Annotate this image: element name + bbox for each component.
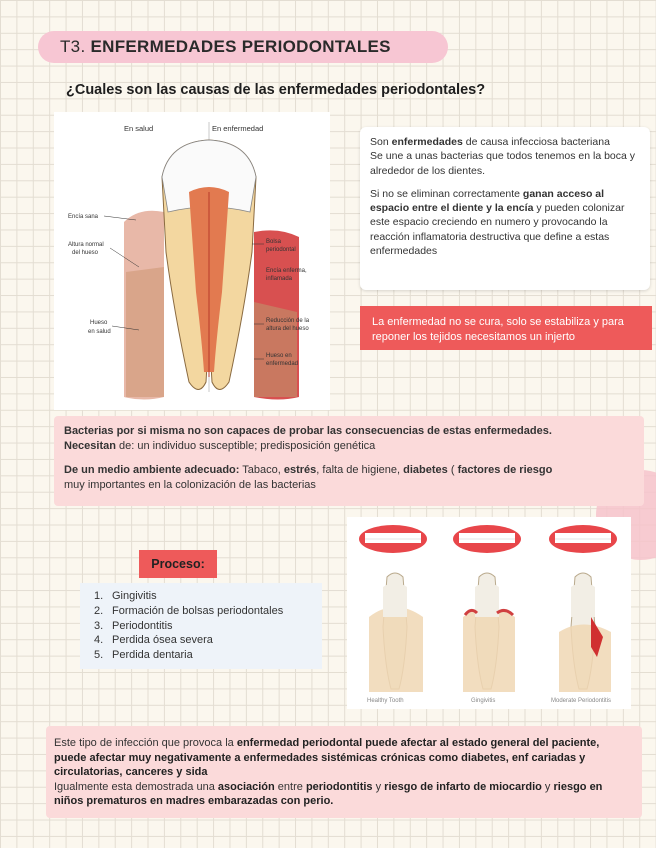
- label-pocket-1: Bolsa: [266, 239, 282, 245]
- label-diseased-gum-2: inflamada: [266, 276, 293, 282]
- label-healthy-bone-1: Hueso: [90, 320, 108, 326]
- causes-block: [54, 416, 644, 506]
- label-diseased-gum-1: Encía enferma,: [266, 268, 307, 274]
- label-healthy-bone-2: en salud: [88, 329, 111, 335]
- list-item: 2. Formación de bolsas periodontales: [94, 604, 284, 617]
- label-normal-height-1: Altura normal: [68, 242, 104, 248]
- disease-stages-image: [347, 517, 631, 709]
- stage-label-healthy: Healthy Tooth: [367, 698, 404, 704]
- page-title: [38, 31, 448, 63]
- label-bone-reduction-1: Reducción de la: [266, 318, 310, 324]
- causes-paragraph-1: Bacterias por si misma no son capaces de probar las consecuencias de estas enfermedades. Necesitan de: un individuo susceptible; predisposición genética: [64, 425, 552, 452]
- process-steps: [80, 583, 322, 669]
- systemic-effects-block: Este tipo de infección que provoca la enfermedad periodontal puede afectar al estado general del paciente, puede afectar muy negativamente a enfermedades sistémicas crónicas como diabetes, enf cariadas y circulatorias, canceres y sida Igualmente esta demostrada una asociación entre periodontitis y riesgo de infarto de miocardio y riesgo en niños prematuros en madres embarazadas con perio.: [46, 726, 642, 818]
- list-item: 4. Perdida ósea severa: [94, 634, 213, 647]
- title-prefix: T3.: [60, 37, 86, 56]
- healthy-tooth-illustration: [359, 525, 427, 704]
- label-diseased-bone-2: enfermedad: [266, 361, 299, 367]
- info-paragraph-2: Si no se eliminan correctamente ganan acceso al espacio entre el diente y la encía y pueden colonizar este espacio creciendo en numero y provocando la reacción inflamatoria destructiva que define a estas enfermedades: [370, 187, 625, 258]
- list-item: 5. Perdida dentaria: [94, 649, 193, 662]
- periodontitis-illustration: [549, 525, 617, 704]
- label-bone-reduction-2: altura del hueso: [266, 326, 309, 332]
- warning-banner: La enfermedad no se cura, solo se estabiliza y para reponer los tejidos necesitamos un injerto: [360, 306, 652, 350]
- info-card: [360, 127, 650, 290]
- label-health: En salud: [124, 124, 154, 133]
- label-healthy-gum: Encía sana: [68, 214, 99, 220]
- label-diseased-bone-1: Hueso en: [266, 353, 292, 359]
- label-normal-height-2: del hueso: [72, 250, 99, 256]
- tooth-diagram: [54, 112, 330, 410]
- info-paragraph-1: Son enfermedades de causa infecciosa bacteriana Se une a unas bacterias que todos tenemos en la boca y alrededor de los dientes.: [370, 136, 636, 177]
- label-disease: En enfermedad: [212, 124, 264, 133]
- list-item: 1. Gingivitis: [94, 590, 157, 602]
- title-text: ENFERMEDADES PERIODONTALES: [90, 37, 391, 56]
- causes-paragraph-2: De un medio ambiente adecuado: Tabaco, estrés, falta de higiene, diabetes ( factores de riesgo muy importantes en la colonización de las bacterias: [64, 464, 553, 491]
- stage-label-periodontitis: Moderate Periodontitis: [551, 698, 612, 704]
- list-item: 3. Periodontitis: [94, 619, 173, 632]
- gingivitis-illustration: [453, 525, 521, 704]
- process-title: Proceso:: [139, 550, 217, 578]
- stage-label-gingivitis: Gingivitis: [471, 698, 496, 704]
- label-pocket-2: periodontal: [266, 247, 296, 253]
- section-question: ¿Cuales son las causas de las enfermedades periodontales?: [66, 82, 486, 98]
